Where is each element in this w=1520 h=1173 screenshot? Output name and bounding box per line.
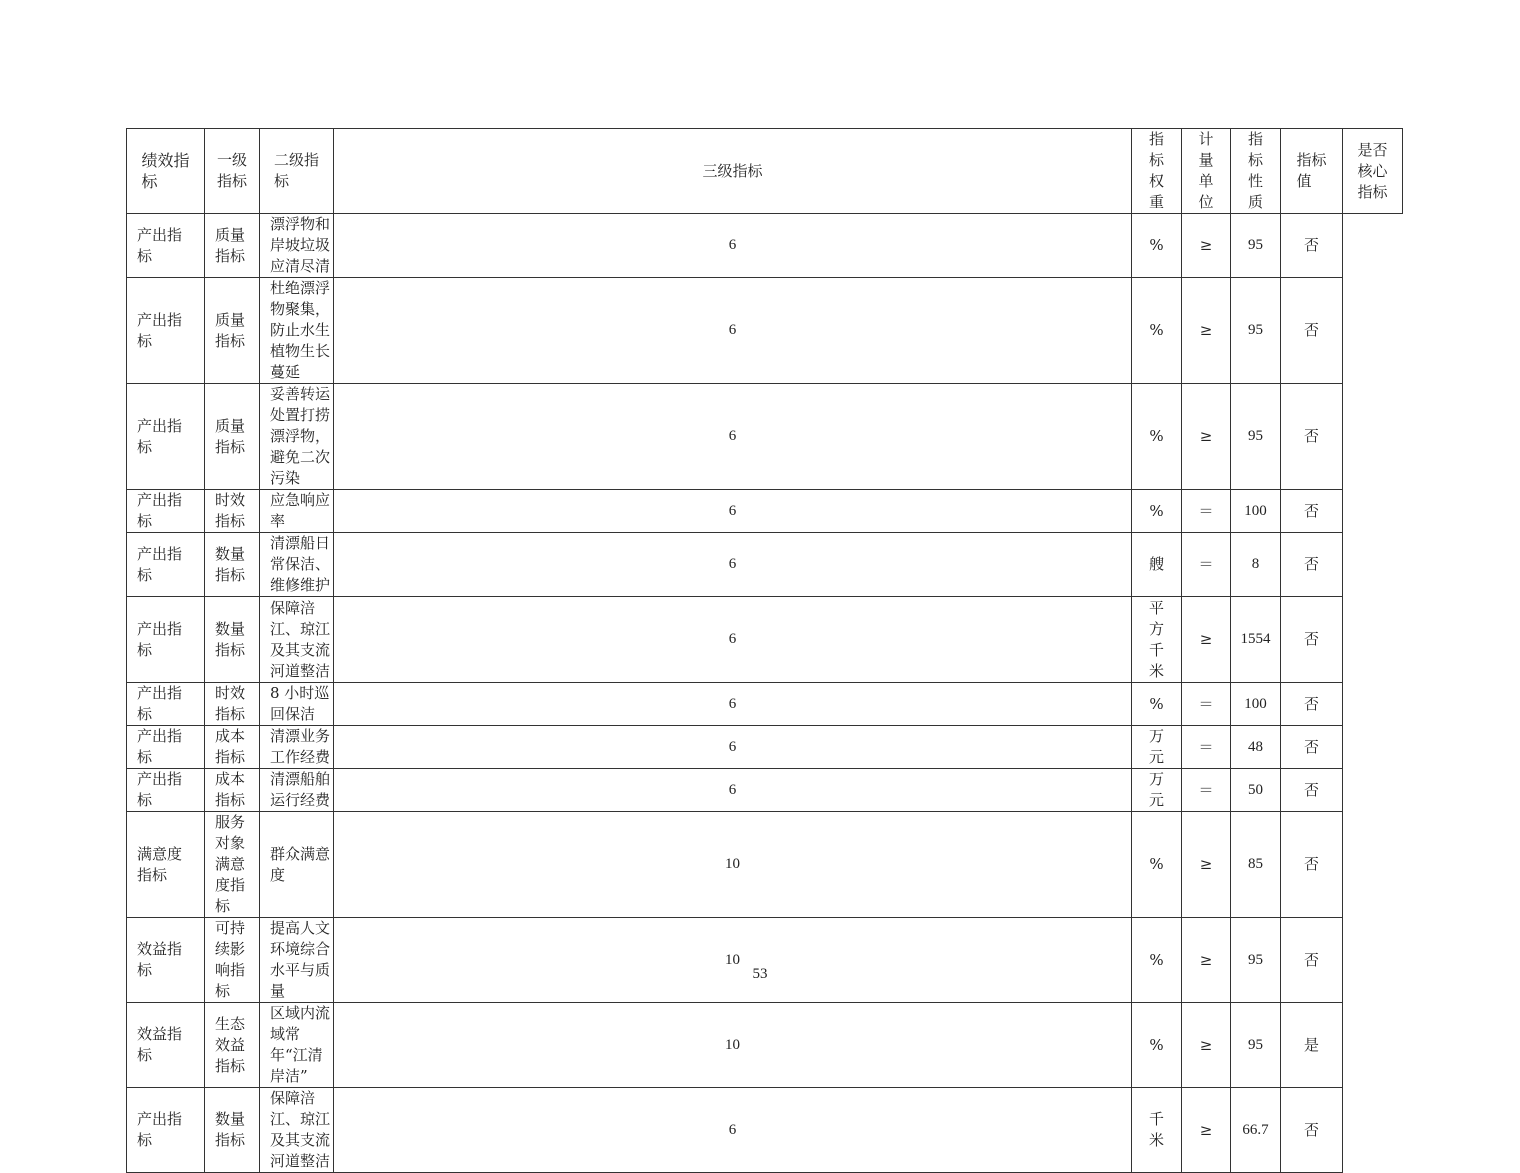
cell-unit: 万元 xyxy=(1132,726,1182,769)
cell-level3: 保障涪江、琼江及其支流河道整洁 xyxy=(260,597,334,683)
category-cell xyxy=(127,129,205,214)
cell-unit: 千米 xyxy=(1132,1088,1182,1173)
cell-core: 否 xyxy=(1281,1088,1343,1173)
cell-value: 95 xyxy=(1231,214,1281,278)
cell-nature: ＝ xyxy=(1182,769,1231,812)
cell-level1: 产出指标 xyxy=(127,278,205,384)
cell-nature: ＝ xyxy=(1182,683,1231,726)
cell-nature: ＝ xyxy=(1182,726,1231,769)
cell-level3: 杜绝漂浮物聚集，防止水生植物生长蔓延 xyxy=(260,278,334,384)
cell-level1: 产出指标 xyxy=(127,597,205,683)
cell-value: 85 xyxy=(1231,812,1281,918)
table-row xyxy=(127,918,1403,1003)
table-row xyxy=(127,683,1403,726)
cell-unit: % xyxy=(1132,384,1182,490)
cell-weight: 6 xyxy=(334,214,1132,278)
cell-level2: 生态效益指标 xyxy=(205,1003,260,1088)
header-weight: 指标权重 xyxy=(1132,129,1182,214)
table-row xyxy=(127,1088,1403,1173)
table-row xyxy=(127,812,1403,918)
cell-level2: 质量指标 xyxy=(205,278,260,384)
table-row xyxy=(127,278,1403,384)
cell-core: 否 xyxy=(1281,918,1343,1003)
cell-unit: % xyxy=(1132,214,1182,278)
cell-level1: 产出指标 xyxy=(127,384,205,490)
header-unit: 计量单位 xyxy=(1182,129,1231,214)
cell-core: 否 xyxy=(1281,533,1343,597)
cell-level2: 质量指标 xyxy=(205,384,260,490)
cell-level2: 数量指标 xyxy=(205,1088,260,1173)
cell-level2: 时效指标 xyxy=(205,683,260,726)
cell-level3: 应急响应率 xyxy=(260,490,334,533)
cell-level1: 产出指标 xyxy=(127,726,205,769)
cell-unit: 万元 xyxy=(1132,769,1182,812)
category-label: 绩效指标 xyxy=(141,151,190,191)
table-row xyxy=(127,769,1403,812)
table-row xyxy=(127,214,1403,278)
cell-level3: 群众满意度 xyxy=(260,812,334,918)
cell-weight: 6 xyxy=(334,597,1132,683)
cell-level1: 效益指标 xyxy=(127,1003,205,1088)
header-level1: 一级指标 xyxy=(205,129,260,214)
header-value: 指标值 xyxy=(1281,129,1343,214)
cell-value: 1554 xyxy=(1231,597,1281,683)
cell-level3: 清漂船舶运行经费 xyxy=(260,769,334,812)
cell-core: 否 xyxy=(1281,384,1343,490)
cell-level3: 区域内流域常年“江清岸洁” xyxy=(260,1003,334,1088)
cell-weight: 6 xyxy=(334,726,1132,769)
performance-indicator-table xyxy=(126,128,1403,1173)
cell-level3: 清漂业务工作经费 xyxy=(260,726,334,769)
cell-level3: 8 小时巡回保洁 xyxy=(260,683,334,726)
cell-value: 8 xyxy=(1231,533,1281,597)
cell-level2: 数量指标 xyxy=(205,533,260,597)
cell-weight: 6 xyxy=(334,769,1132,812)
cell-nature: ≥ xyxy=(1182,384,1231,490)
table-row xyxy=(127,384,1403,490)
cell-level1: 产出指标 xyxy=(127,490,205,533)
cell-level3: 妥善转运处置打捞漂浮物，避免二次污染 xyxy=(260,384,334,490)
header-nature: 指标性质 xyxy=(1231,129,1281,214)
cell-unit: % xyxy=(1132,278,1182,384)
cell-level2: 可持续影响指标 xyxy=(205,918,260,1003)
cell-level3: 漂浮物和岸坡垃圾应清尽清 xyxy=(260,214,334,278)
cell-weight: 10 xyxy=(334,812,1132,918)
cell-core: 否 xyxy=(1281,683,1343,726)
cell-core: 否 xyxy=(1281,490,1343,533)
table-row xyxy=(127,1003,1403,1088)
cell-value: 66.7 xyxy=(1231,1088,1281,1173)
cell-nature: ≥ xyxy=(1182,597,1231,683)
cell-value: 50 xyxy=(1231,769,1281,812)
cell-unit: % xyxy=(1132,812,1182,918)
page-number: 53 xyxy=(752,966,768,982)
cell-unit: 平方千米 xyxy=(1132,597,1182,683)
cell-weight: 10 xyxy=(334,918,1132,1003)
cell-nature: ≥ xyxy=(1182,812,1231,918)
cell-nature: ≥ xyxy=(1182,1088,1231,1173)
cell-value: 100 xyxy=(1231,683,1281,726)
cell-level1: 产出指标 xyxy=(127,533,205,597)
header-core: 是否核心指标 xyxy=(1343,129,1403,214)
cell-unit: 艘 xyxy=(1132,533,1182,597)
cell-level1: 效益指标 xyxy=(127,918,205,1003)
table-row xyxy=(127,533,1403,597)
cell-unit: % xyxy=(1132,490,1182,533)
cell-unit: % xyxy=(1132,918,1182,1003)
cell-nature: ≥ xyxy=(1182,214,1231,278)
cell-weight: 10 xyxy=(334,1003,1132,1088)
cell-level1: 产出指标 xyxy=(127,1088,205,1173)
cell-core: 否 xyxy=(1281,278,1343,384)
cell-level2: 成本指标 xyxy=(205,769,260,812)
table-row xyxy=(127,597,1403,683)
table-row xyxy=(127,490,1403,533)
cell-core: 是 xyxy=(1281,1003,1343,1088)
cell-level1: 满意度指标 xyxy=(127,812,205,918)
cell-weight: 6 xyxy=(334,533,1132,597)
cell-value: 100 xyxy=(1231,490,1281,533)
cell-level1: 产出指标 xyxy=(127,769,205,812)
cell-nature: ≥ xyxy=(1182,1003,1231,1088)
cell-weight: 6 xyxy=(334,683,1132,726)
table-row xyxy=(127,726,1403,769)
cell-nature: ＝ xyxy=(1182,490,1231,533)
table-body xyxy=(127,214,1403,1173)
cell-value: 95 xyxy=(1231,918,1281,1003)
cell-level2: 服务对象满意度指标 xyxy=(205,812,260,918)
cell-value: 95 xyxy=(1231,278,1281,384)
cell-unit: % xyxy=(1132,1003,1182,1088)
cell-weight: 6 xyxy=(334,1088,1132,1173)
cell-core: 否 xyxy=(1281,812,1343,918)
cell-level3: 清漂船日常保洁、维修维护 xyxy=(260,533,334,597)
cell-value: 48 xyxy=(1231,726,1281,769)
cell-level2: 时效指标 xyxy=(205,490,260,533)
cell-core: 否 xyxy=(1281,214,1343,278)
cell-core: 否 xyxy=(1281,726,1343,769)
cell-value: 95 xyxy=(1231,1003,1281,1088)
header-row xyxy=(127,129,1403,214)
cell-weight: 6 xyxy=(334,384,1132,490)
cell-level3: 提高人文环境综合水平与质量 xyxy=(260,918,334,1003)
cell-level3: 保障涪江、琼江及其支流河道整洁 xyxy=(260,1088,334,1173)
cell-level2: 成本指标 xyxy=(205,726,260,769)
cell-level1: 产出指标 xyxy=(127,214,205,278)
cell-nature: ≥ xyxy=(1182,278,1231,384)
header-level2: 二级指标 xyxy=(260,129,334,214)
cell-level2: 质量指标 xyxy=(205,214,260,278)
cell-value: 95 xyxy=(1231,384,1281,490)
cell-weight: 6 xyxy=(334,490,1132,533)
cell-weight: 6 xyxy=(334,278,1132,384)
cell-nature: ≥ xyxy=(1182,918,1231,1003)
cell-core: 否 xyxy=(1281,769,1343,812)
cell-level1: 产出指标 xyxy=(127,683,205,726)
cell-level2: 数量指标 xyxy=(205,597,260,683)
cell-unit: % xyxy=(1132,683,1182,726)
cell-nature: ＝ xyxy=(1182,533,1231,597)
header-level3: 三级指标 xyxy=(334,129,1132,214)
cell-core: 否 xyxy=(1281,597,1343,683)
